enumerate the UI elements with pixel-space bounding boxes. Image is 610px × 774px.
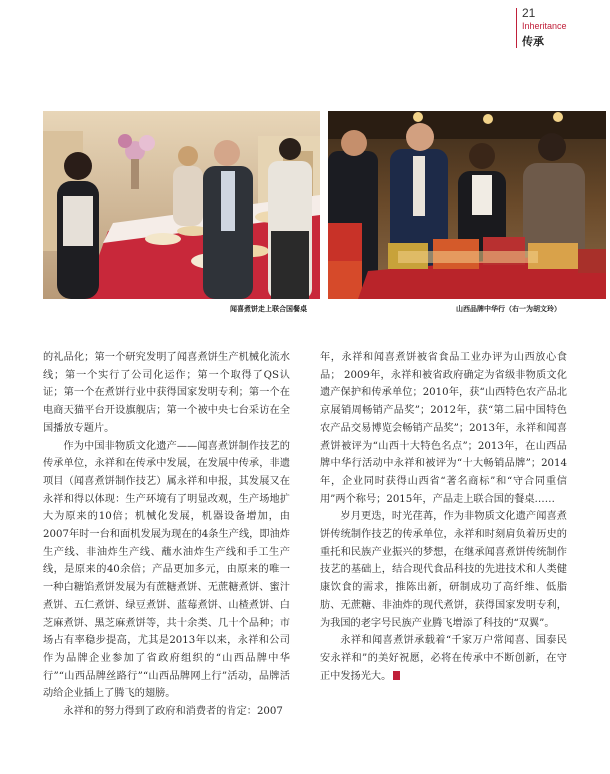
photo-brand-event [328, 111, 606, 299]
banquet-photo-illustration [43, 111, 320, 299]
article-paragraph: 作为中国非物质文化遗产——闻喜煮饼制作技艺的传承单位，永祥和在传承中发展，在发展中传承，非遗项目（闻喜煮饼制作技艺）属永祥和申报，其发展又在永祥和得以体现：生产环境有了明显改观，生产场地扩大为原来的10倍；机械化发展，机器设备增加，由2007年时一台和面机发展为现在的4条生产线，即油炸生产线、非油炸生产线、蘸水油炸生产线和手工生产线，是原来的40余倍；产品更加多元，由原来的唯一一种白糖馅煮饼发展为有蔗糖煮饼、无蔗糖煮饼、蜜汁煮饼、五仁煮饼、绿豆煮饼、蓝莓煮饼、山楂煮饼、白芝麻煮饼、黑芝麻煮饼等，共十余类、几十个品种；市场占有率稳步提高，尤其是2013年以来，永祥和公司作为品牌企业参加了省政府组织的“山西品牌中华行”“山西品牌丝路行”“山西品牌网上行”活动，品牌活动给企业插上了腾飞的翅膀。 [43, 440, 290, 700]
article-paragraph: 永祥和的努力得到了政府和消费者的肯定：2007 [63, 706, 283, 718]
article-paragraph: 年，永祥和闻喜煮饼被省食品工业办评为山西放心食品； 2009年，永祥和被省政府确定为省级非物质文化遗产保护和传承单位；2010年，获“山西特色农产品北京展销周畅销产品奖”；2012年，获“第二届中国特色农产品交易博览会畅销产品奖”；2013年，永祥和闻喜煮饼被评为“山西十大特色名点”；2013年，在山西品牌中华行活动中永祥和被评为“十大畅销品牌”；2014年，企业同时获得山西省“著名商标”和“守合同重信用”两个称号；2015年，产品走上联合国的餐桌…… [320, 352, 567, 505]
photo-banquet [43, 111, 320, 299]
end-of-article-mark [393, 671, 400, 680]
article-paragraph [320, 632, 567, 685]
header-accent-bar [516, 8, 517, 48]
article-paragraph: 岁月更迭，时光荏苒，作为非物质文化遗产闻喜煮饼传统制作技艺的传承单位，永祥和时刻肩负着历史的重托和民族产业振兴的梦想，在继承闻喜煮饼传统制作技艺的基础上，结合现代食品科技的先进技术和人类健康饮食的需求，推陈出新，研制成功了高纤维、低脂肪、无蔗糖、非油炸的现代煮饼，获得国家发明专利，为我国的老字号民族产业腾飞增添了科技的“双翼”。 [320, 511, 567, 629]
article-closing-text: 永祥和闻喜煮饼承载着“千家万户常闻喜、国泰民安永祥和”的美好祝愿，必将在传承中不断创新，在守正中发扬光大。 [320, 635, 567, 682]
photo-caption-banquet: 闻喜煮饼走上联合国餐桌 [230, 305, 307, 313]
page-number: 21 [522, 6, 536, 20]
section-title-cn: 传承 [522, 35, 544, 48]
article-left-column [43, 349, 290, 721]
brand-event-photo-illustration [328, 111, 606, 299]
section-title-en: Inheritance [522, 21, 567, 31]
photo-caption-brand-event: 山西品牌中华行（右一为胡文玲） [456, 305, 561, 313]
article-paragraph: 的礼品化；第一个研究发明了闻喜煮饼生产机械化流水线；第一个实行了公司化运作；第一个取得了QS认证；第一个在煮饼行业中获得国家发明专利；第一个在电商天猫平台开设旗舰店；第一个被中央七台采访在全国播放专题片。 [43, 352, 290, 434]
article-right-column [320, 349, 567, 685]
